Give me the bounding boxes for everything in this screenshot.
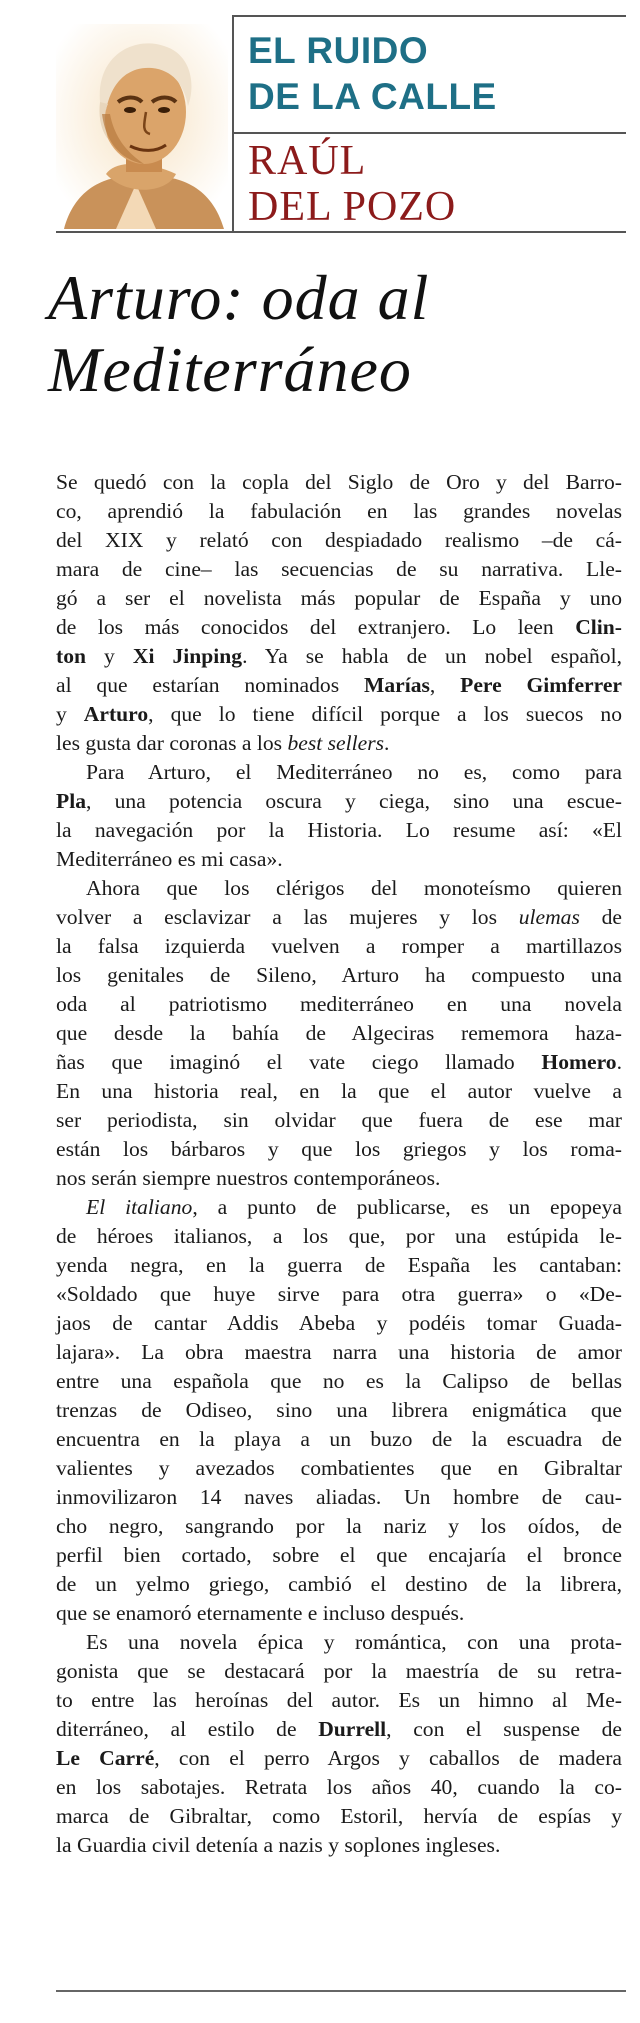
body-line	[56, 1396, 622, 1425]
body-text-run: ñas que imaginó el vate ciego llamado	[56, 1050, 542, 1074]
body-line	[56, 1686, 622, 1715]
bold-name: Xi Jinping	[132, 644, 243, 668]
body-text-run: les gusta dar coronas a los	[56, 731, 288, 755]
body-line	[56, 874, 622, 903]
body-line	[56, 1309, 622, 1338]
body-line	[56, 787, 622, 816]
body-text-run: diterráneo, al estilo de	[56, 1717, 319, 1741]
body-text-run: oda al patriotismo mediterráneo en una novela	[56, 992, 622, 1016]
body-text-run: valientes y avezados combatientes que en Gibraltar	[56, 1456, 622, 1480]
body-line	[56, 1367, 622, 1396]
body-text-run: jaos de cantar Addis Abeba y podéis tomar Guada-	[56, 1311, 622, 1335]
body-text-run: «Soldado que huye sirve para otra guerra» o «De-	[56, 1282, 622, 1306]
body-text-run: los genitales de Sileno, Arturo ha compuesto una	[56, 963, 622, 987]
body-line	[56, 584, 622, 613]
body-text-run: , con el perro Argos y caballos de madera	[154, 1746, 622, 1770]
body-text-run: la navegación por la Historia. Lo resume así: «El	[56, 818, 622, 842]
body-line	[56, 1048, 622, 1077]
body-text-run: . Ya se habla de un nobel español,	[242, 644, 622, 668]
body-line	[56, 1338, 622, 1367]
bold-name: Clin-	[575, 615, 622, 639]
body-text-run: co, aprendió la fabulación en las grandes novelas	[56, 499, 622, 523]
body-line	[56, 1106, 622, 1135]
body-text-run: trenzas de Odiseo, sino una librera enigmática que	[56, 1398, 622, 1422]
body-line	[56, 555, 622, 584]
article-body	[56, 468, 622, 1860]
italic-term: best sellers	[287, 731, 385, 755]
body-text-run: cho negro, sangrando por la nariz y los oídos, de	[56, 1514, 622, 1538]
body-line	[56, 1628, 622, 1657]
bold-name: Pere Gimferrer	[460, 673, 622, 697]
body-line	[56, 758, 622, 787]
bold-name: Durrell	[318, 1717, 387, 1741]
body-line	[56, 526, 622, 555]
header-top-rule	[232, 15, 626, 17]
paragraph-3	[56, 874, 622, 1193]
body-line	[56, 903, 622, 932]
body-text-run: lajara». La obra maestra narra una historia de amor	[56, 1340, 622, 1364]
body-text-run: , con el suspense de	[386, 1717, 623, 1741]
bold-name: Homero	[541, 1050, 617, 1074]
body-text-run: y	[56, 702, 84, 726]
body-text-run: gó a ser el novelista más popular de España y uno	[56, 586, 622, 610]
body-line	[56, 1570, 622, 1599]
article-headline	[48, 262, 628, 406]
body-text-run: to entre las heroínas del autor. Es un himno al Me-	[56, 1688, 622, 1712]
header-middle-rule	[232, 132, 626, 134]
body-line	[56, 1599, 622, 1628]
header-bottom-rule	[56, 231, 626, 233]
body-text-run: Se quedó con la copla del Siglo de Oro y del Barro-	[56, 470, 622, 494]
bold-name: Le Carré	[56, 1746, 155, 1770]
body-text-run: En una historia real, en la que el autor vuelve a	[56, 1079, 622, 1103]
body-text-run: y	[86, 644, 133, 668]
body-text-run: Para Arturo, el Mediterráneo no es, como para	[86, 760, 622, 784]
body-text-run: en los sabotajes. Retrata los años 40, cuando la co-	[56, 1775, 622, 1799]
body-text-run: mara de cine– las secuencias de su narrativa. Lle-	[56, 557, 622, 581]
paragraph-5	[56, 1628, 622, 1860]
body-text-run: de un yelmo griego, cambió el destino de la librera,	[56, 1572, 622, 1596]
body-text-run: , una potencia oscura y ciega, sino una escue-	[86, 789, 622, 813]
body-line	[56, 468, 622, 497]
bold-name: Marías	[363, 673, 430, 697]
body-text-run: Mediterráneo es mi casa».	[56, 847, 283, 871]
body-line	[56, 1454, 622, 1483]
column-title-line-2: DE LA CALLE	[248, 76, 497, 117]
body-line	[56, 1831, 622, 1860]
column-title	[248, 28, 618, 120]
body-text-run: marca de Gibraltar, como Estoril, hervía de espías y	[56, 1804, 622, 1828]
body-line	[56, 729, 622, 758]
body-line	[56, 1164, 622, 1193]
body-line	[56, 816, 622, 845]
body-text-run: .	[616, 1050, 622, 1074]
paragraph-2	[56, 758, 622, 874]
body-line	[56, 1019, 622, 1048]
headline-line-1: Arturo: oda al	[48, 262, 430, 333]
body-line	[56, 1251, 622, 1280]
column-title-line-1: EL RUIDO	[248, 30, 429, 71]
body-text-run: nos serán siempre nuestros contemporáneos.	[56, 1166, 441, 1190]
body-line	[56, 1077, 622, 1106]
footer-rule	[56, 1990, 626, 1992]
author-line-2: DEL POZO	[248, 184, 457, 230]
body-line	[56, 1483, 622, 1512]
bold-name: Pla	[56, 789, 86, 813]
body-line	[56, 932, 622, 961]
bold-name: ton	[56, 644, 86, 668]
body-text-run: gonista que se destacará por la maestría de su retra-	[56, 1659, 622, 1683]
body-line	[56, 1773, 622, 1802]
body-line	[56, 613, 622, 642]
body-line	[56, 1541, 622, 1570]
body-line	[56, 1425, 622, 1454]
body-line	[56, 1193, 622, 1222]
body-line	[56, 990, 622, 1019]
body-text-run: de los más conocidos del extranjero. Lo leen	[56, 615, 576, 639]
body-text-run: perfil bien cortado, sobre el que encajaría el bronce	[56, 1543, 622, 1567]
body-line	[56, 1280, 622, 1309]
body-text-run: yenda negra, en la guerra de España les cantaban:	[56, 1253, 622, 1277]
body-text-run: inmovilizaron 14 naves aliadas. Un hombre de cau-	[56, 1485, 622, 1509]
body-text-run: Ahora que los clérigos del monoteísmo quieren	[86, 876, 622, 900]
italic-title: El italiano	[86, 1195, 193, 1219]
body-text-run: ,	[429, 673, 461, 697]
italic-term: ulemas	[518, 905, 580, 929]
body-line	[56, 1802, 622, 1831]
header-vertical-rule	[232, 15, 234, 233]
body-text-run: del XIX y relató con despiadado realismo –de cá-	[56, 528, 622, 552]
body-line	[56, 1715, 622, 1744]
body-line	[56, 1744, 622, 1773]
body-text-run: ser periodista, sin olvidar que fuera de ese mar	[56, 1108, 622, 1132]
body-line	[56, 671, 622, 700]
body-text-run: entre una española que no es la Calipso de bellas	[56, 1369, 622, 1393]
body-line	[56, 961, 622, 990]
paragraph-1	[56, 468, 622, 758]
author-byline	[248, 138, 618, 230]
body-text-run: al que estarían nominados	[56, 673, 364, 697]
body-line	[56, 1222, 622, 1251]
body-text-run: .	[384, 731, 390, 755]
author-portrait	[56, 24, 228, 229]
body-line	[56, 700, 622, 729]
bold-name: Arturo	[83, 702, 149, 726]
body-text-run: que se enamoró eternamente e incluso después.	[56, 1601, 465, 1625]
body-text-run: están los bárbaros y que los griegos y los roma-	[56, 1137, 622, 1161]
body-text-run: encuentra en la playa a un buzo de la escuadra de	[56, 1427, 622, 1451]
body-text-run: la Guardia civil detenía a nazis y soplones ingleses.	[56, 1833, 501, 1857]
author-line-1: RAÚL	[248, 138, 367, 184]
body-text-run: Es una novela épica y romántica, con una prota-	[86, 1630, 622, 1654]
body-line	[56, 1135, 622, 1164]
body-line	[56, 1512, 622, 1541]
paragraph-4	[56, 1193, 622, 1628]
body-text-run: de héroes italianos, a los que, por una estúpida le-	[56, 1224, 622, 1248]
headline-line-2: Mediterráneo	[48, 334, 412, 405]
body-text-run: que desde la bahía de Algeciras rememora haza-	[56, 1021, 622, 1045]
body-line	[56, 845, 622, 874]
body-text-run: la falsa izquierda vuelven a romper a martillazos	[56, 934, 622, 958]
body-text-run: volver a esclavizar a las mujeres y los	[56, 905, 519, 929]
body-line	[56, 642, 622, 671]
body-text-run: , a punto de publicarse, es un epopeya	[192, 1195, 623, 1219]
body-text-run: de	[579, 905, 622, 929]
body-text-run: , que lo tiene difícil porque a los suecos no	[148, 702, 622, 726]
body-line	[56, 497, 622, 526]
body-line	[56, 1657, 622, 1686]
